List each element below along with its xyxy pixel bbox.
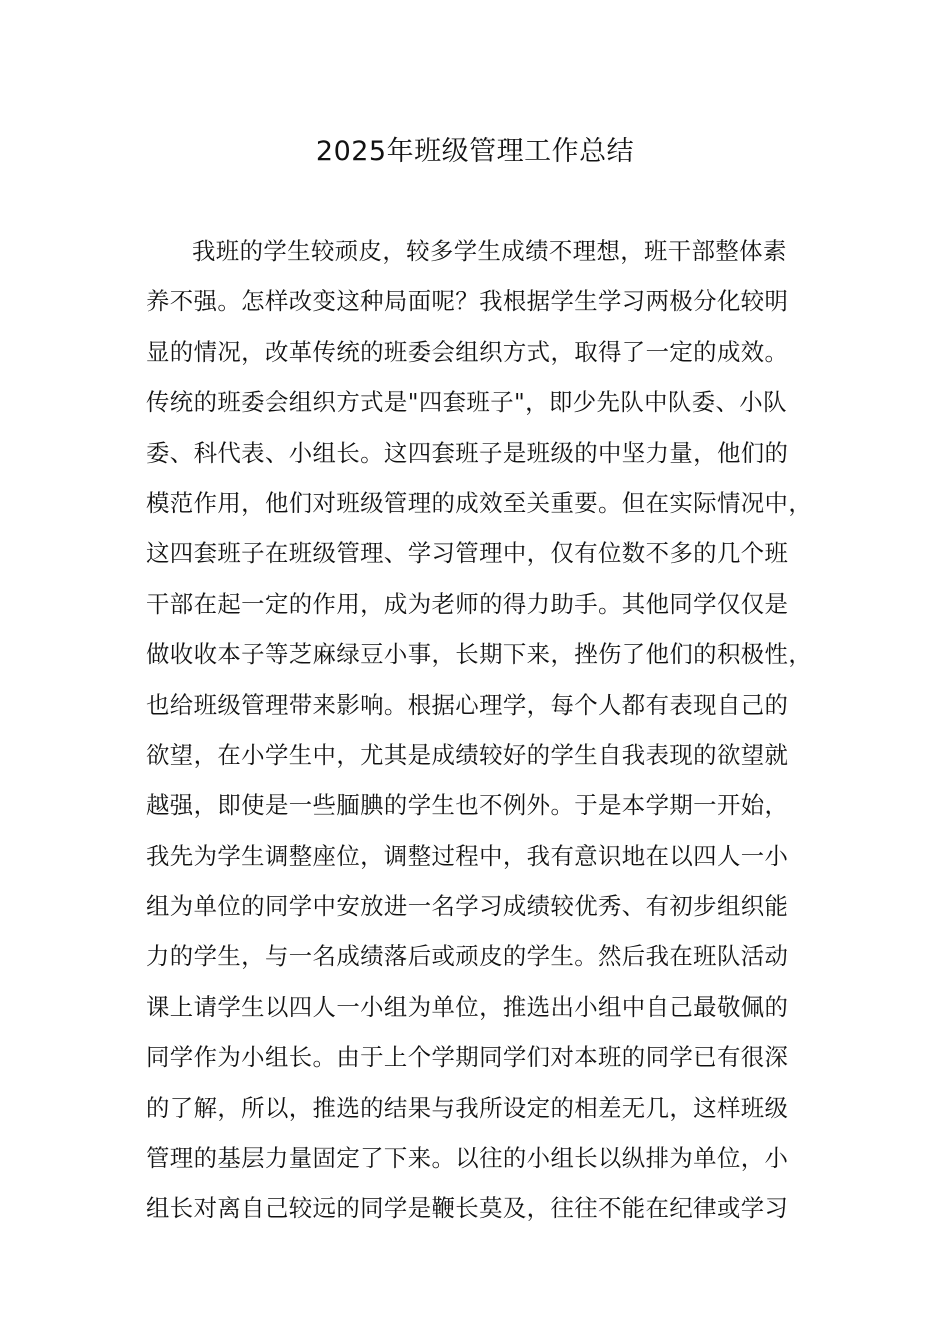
paragraph-line: 的了解，所以，推选的结果与我所设定的相差无几，这样班级 [146,1093,789,1122]
document-title: 2025年班级管理工作总结 [315,136,635,167]
paragraph-line: 力的学生，与一名成绩落后或顽皮的学生。然后我在班队活动 [146,942,789,971]
paragraph-line: 组长对离自己较远的同学是鞭长莫及，往往不能在纪律或学习 [146,1194,789,1223]
paragraph-line: 组为单位的同学中安放进一名学习成绩较优秀、有初步组织能 [146,892,789,921]
paragraph-line: 养不强。怎样改变这种局面呢？我根据学生学习两极分化较明 [146,287,789,316]
paragraph-line: 做收收本子等芝麻绿豆小事，长期下来，挫伤了他们的积极性， [146,640,813,669]
paragraph-line: 显的情况，改革传统的班委会组织方式，取得了一定的成效。 [146,337,789,366]
paragraph-line: 同学作为小组长。由于上个学期同学们对本班的同学已有很深 [146,1043,789,1072]
paragraph-line: 委、科代表、小组长。这四套班子是班级的中坚力量，他们的 [146,438,789,467]
paragraph-line: 这四套班子在班级管理、学习管理中，仅有位数不多的几个班 [146,539,789,568]
paragraph-line: 我先为学生调整座位，调整过程中，我有意识地在以四人一小 [146,841,789,870]
paragraph-line: 干部在起一定的作用，成为老师的得力助手。其他同学仅仅是 [146,589,789,618]
document-body [146,226,826,1234]
paragraph-line: 越强，即使是一些腼腆的学生也不例外。于是本学期一开始， [146,791,789,820]
paragraph-line: 欲望，在小学生中，尤其是成绩较好的学生自我表现的欲望就 [146,740,789,769]
paragraph-line: 也给班级管理带来影响。根据心理学，每个人都有表现自己的 [146,690,789,719]
paragraph-line: 我班的学生较顽皮，较多学生成绩不理想，班干部整体素 [192,237,787,265]
paragraph-line: 管理的基层力量固定了下来。以往的小组长以纵排为单位，小 [146,1144,789,1173]
paragraph-line: 传统的班委会组织方式是"四套班子"，即少先队中队委、小队 [146,388,787,417]
paragraph-line: 课上请学生以四人一小组为单位，推选出小组中自己最敬佩的 [146,992,789,1021]
paragraph-line: 模范作用，他们对班级管理的成效至关重要。但在实际情况中， [146,488,813,517]
